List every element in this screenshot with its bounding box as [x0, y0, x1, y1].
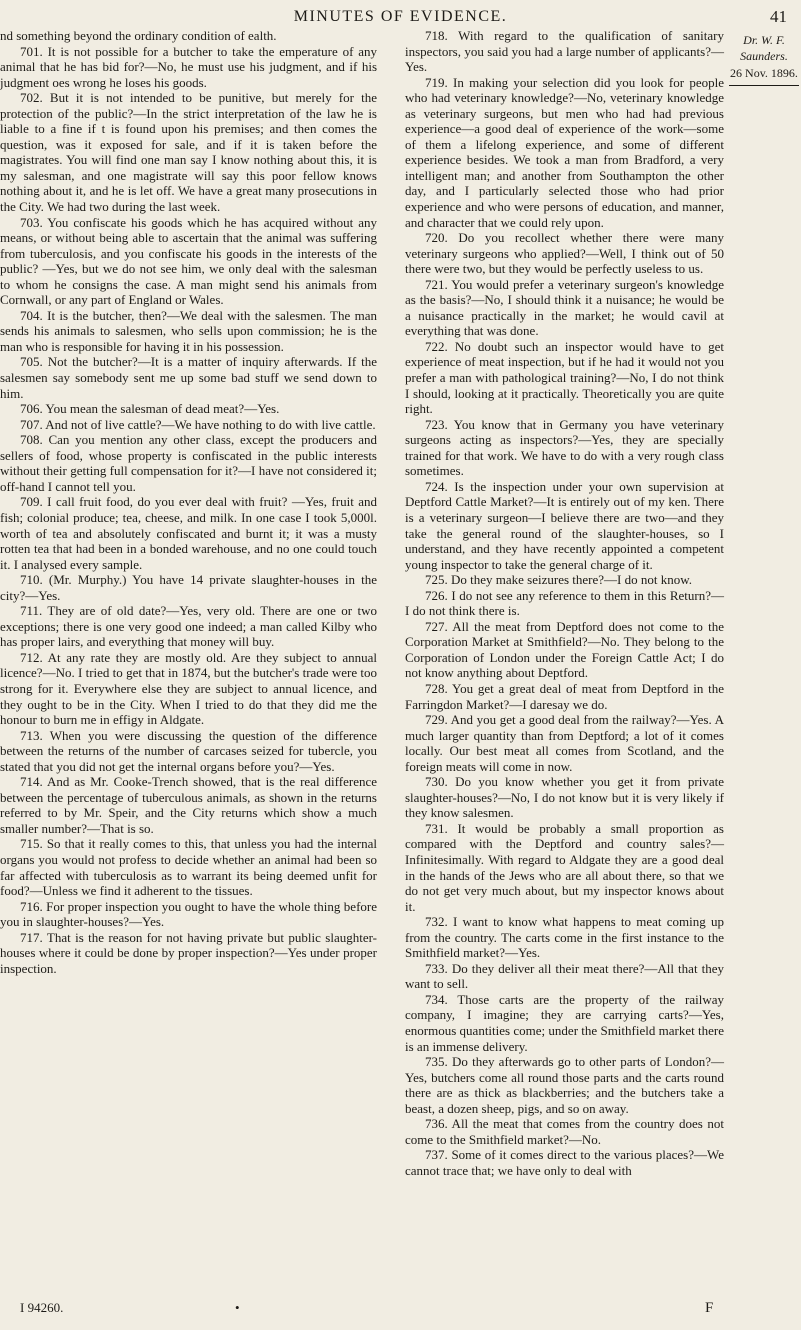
- page-number: 41: [770, 7, 787, 26]
- paragraph: 730. Do you know whether you get it from private slaughter-houses?—No, I do not know but it is very likely if they know salesmen.: [405, 774, 724, 821]
- paragraph: 704. It is the butcher, then?—We deal with the salesmen. The man sends his animals to salesmen, who sells upon commission; he is the man who is responsible for having it in his possession.: [0, 307, 377, 354]
- paragraph: 714. And as Mr. Cooke-Trench showed, that is the real difference between the percentage of tuberculous animals, as shown in the returns referred to by Mr. Speir, and the City returns which show a much smaller number?—That is so.: [0, 774, 377, 836]
- paragraph: 727. All the meat from Deptford does not come to the Corporation Market at Smithfield?—No. They belong to the Corporation of London under the Foreign Cattle Act; I do not know anything about Deptford.: [405, 618, 724, 681]
- paragraph: 707. And not of live cattle?—We have nothing to do with live cattle.: [20, 416, 376, 432]
- paragraph: 731. It would be probably a small proportion as compared with the Deptford and country sales?—Infinitesimally. With regard to Aldgate they are a good deal in the hands of the Jews who are all about there, so that we do not get very much about, but my inspector knows about it.: [405, 820, 724, 914]
- paragraph: 717. That is the reason for not having private but public slaughter-houses where it could be done by proper inspection?—Yes under proper inspection.: [0, 929, 377, 976]
- paragraph: 711. They are of old date?—Yes, very old. There are one or two exceptions; there is one very good one indeed; a man called Kilby who has proper lairs, and everything that money will buy.: [0, 603, 377, 650]
- paragraph: 710. (Mr. Murphy.) You have 14 private slaughter-houses in the city?—Yes.: [0, 572, 377, 603]
- print-code: I 94260.: [20, 1300, 64, 1315]
- paragraph: 735. Do they afterwards go to other parts of London?—Yes, butchers come all round those parts and the carts round there are as thick as blackberries; and the butchers take a beast, a dozen sheep, pigs, and so on away.: [405, 1054, 724, 1116]
- paragraph: 713. When you were discussing the question of the difference between the returns of the number of carcases seized for tubercle, you stated that you did not get the internal organs before you?—Yes.: [0, 727, 377, 774]
- paragraph: 702. But it is not intended to be punitive, but merely for the protection of the public?—In the strict interpretation of the law he is liable to a fine if t is found upon his premises; and then comes the question, was it exposed for sale, and if it is taken before the magistrates. You will find one man say I know nothing about this, it is my salesman, and one magistrate will say this poor fellow knows nothing about it, and he is let off. We have a great many prosecutions in the City. We had two during the last week.: [0, 90, 377, 215]
- paragraph: 703. You confiscate his goods which he has acquired without any means, or without being able to ascertain that the animal was suffering from tuberculosis, and you confiscate his goods in the interests of the public? —Yes, but we do not see him, we only deal with the salesman to whom he consigns the case. A man might send his animals from Cornwall, or any part of England or Wales.: [0, 214, 377, 308]
- paragraph: 733. Do they deliver all their meat there?—All that they want to sell.: [405, 960, 724, 992]
- paragraph: 721. You would prefer a veterinary surgeon's knowledge as the basis?—No, I should think it a nuisance; he would be a nuisance practically in the market; he would cavil at everything that was done.: [405, 276, 724, 339]
- paragraph: 724. Is the inspection under your own supervision at Deptford Cattle Market?—It is entirely out of my ken. There is a veterinary surgeon—I believe there are two—and they take the general round of the slaughter-houses, so I understand, and they have recently appointed a competent young inspector to take the general charge of it.: [405, 478, 724, 572]
- paragraph: 728. You get a great deal of meat from Deptford in the Farringdon Market?—I daresay we do.: [405, 680, 724, 712]
- paragraph: 718. With regard to the qualification of sanitary inspectors, you said you had a large number of applicants?—Yes.: [405, 28, 724, 75]
- paragraph: 709. I call fruit food, do you ever deal with fruit? —Yes, fruit and fish; colonial produce; tea, cheese, and milk. In one case I took 5,000l. worth of tea and absolutely confiscated and burnt it; it was a musty rotten tea that had been in a bonded warehouse, and no one could touch it. I analysed every sample.: [0, 494, 377, 572]
- paragraph: 726. I do not see any reference to them in this Return?—I do not think there is.: [405, 587, 724, 619]
- paragraph: 716. For proper inspection you ought to have the whole thing before you in slaughter-houses?—Yes.: [0, 898, 377, 930]
- paragraph: 712. At any rate they are mostly old. Are they subject to annual licence?—No. I tried to get that in 1874, but the butcher's trade were too strong for it. Everywhere else they are subject to annual licence, and they ought to be in the City. When I tried to do that they did me the honour to burn me in effigy in Aldgate.: [0, 649, 377, 728]
- paragraph: 715. So that it really comes to this, that unless you had the internal organs you would not profess to decide whether an animal had been so far affected with tuberculosis as to warrant its being deemed unfit for food?—Unless we find it adherent to the tissues.: [0, 836, 377, 899]
- paragraph: 705. Not the butcher?—It is a matter of inquiry afterwards. If the salesmen say somebody sent me up some bad stuff we send down to him.: [0, 354, 377, 401]
- hearing-date: 26 Nov. 1896.: [729, 66, 799, 86]
- paragraph: 720. Do you recollect whether there were many veterinary surgeons who applied?—Well, I think out of 50 there were two, but they would be perfectly useless to us.: [405, 230, 724, 277]
- paragraph: 729. And you get a good deal from the railway?—Yes. A much larger quantity than from Deptford; a lot of it comes locally. Our best meat all comes from Scotland, and the foreign meats will come in now.: [405, 712, 724, 774]
- paragraph: 732. I want to know what happens to meat coming up from the country. The carts come in the first instance to the Smithfield market?—Yes.: [405, 914, 724, 961]
- footer-ornament: •: [235, 1300, 240, 1315]
- paragraph: nd something beyond the ordinary condition of ealth.: [0, 28, 277, 43]
- right-column: [405, 28, 724, 1178]
- paragraph: 701. It is not possible for a butcher to take the emperature of any animal that he has bid for?—No, he must use his judgment, and if his judgment oes wrong he loses his goods.: [0, 43, 377, 90]
- paragraph: 737. Some of it comes direct to the various places?—We cannot trace that; we have only to deal with: [405, 1147, 724, 1178]
- witness-margin-note: Dr. W. F. Saunders.: [740, 33, 788, 63]
- running-header: MINUTES OF EVIDENCE.: [293, 8, 508, 25]
- paragraph: 725. Do they make seizures there?—I do not know.: [425, 572, 693, 588]
- signature-mark: F: [705, 1300, 714, 1316]
- paragraph: 736. All the meat that comes from the country does not come to the Smithfield market?—No.: [405, 1116, 724, 1147]
- left-column: [0, 28, 377, 976]
- paragraph: 708. Can you mention any other class, except the producers and sellers of food, whose property is confiscated in the public interests without their getting full compensation for it?—I have not considered it; off-hand I cannot tell you.: [0, 432, 377, 494]
- paragraph: 723. You know that in Germany you have veterinary surgeons acting as inspectors?—Yes, they are specially trained for that work. We have to do with a very rough class sometimes.: [405, 416, 724, 479]
- paragraph: 722. No doubt such an inspector would have to get experience of meat inspection, but if he had it would not you prefer a man with pathological training?—No, I do not think I should, looking at it practically. Theoretically you are quite right.: [405, 338, 724, 417]
- paragraph: 706. You mean the salesman of dead meat?—Yes.: [20, 401, 280, 417]
- paragraph: 734. Those carts are the property of the railway company, I imagine; they are carrying carts?—Yes, enormous quantities come; under the Smithfield market there is an immense delivery.: [405, 991, 724, 1054]
- paragraph: 719. In making your selection did you look for people who had veterinary knowledge?—No, veterinary knowledge as veterinary surgeons, but men who had had previous experience—a good deal of experience of the work—some of them a lifelong experience, and some of different experience besides. We took a man from Bradford, a very intelligent man; and another from Southampton the other day, and I particularly selected those who had prior experience and who were persons of education, and manner, and character that we could rely upon.: [405, 74, 724, 230]
